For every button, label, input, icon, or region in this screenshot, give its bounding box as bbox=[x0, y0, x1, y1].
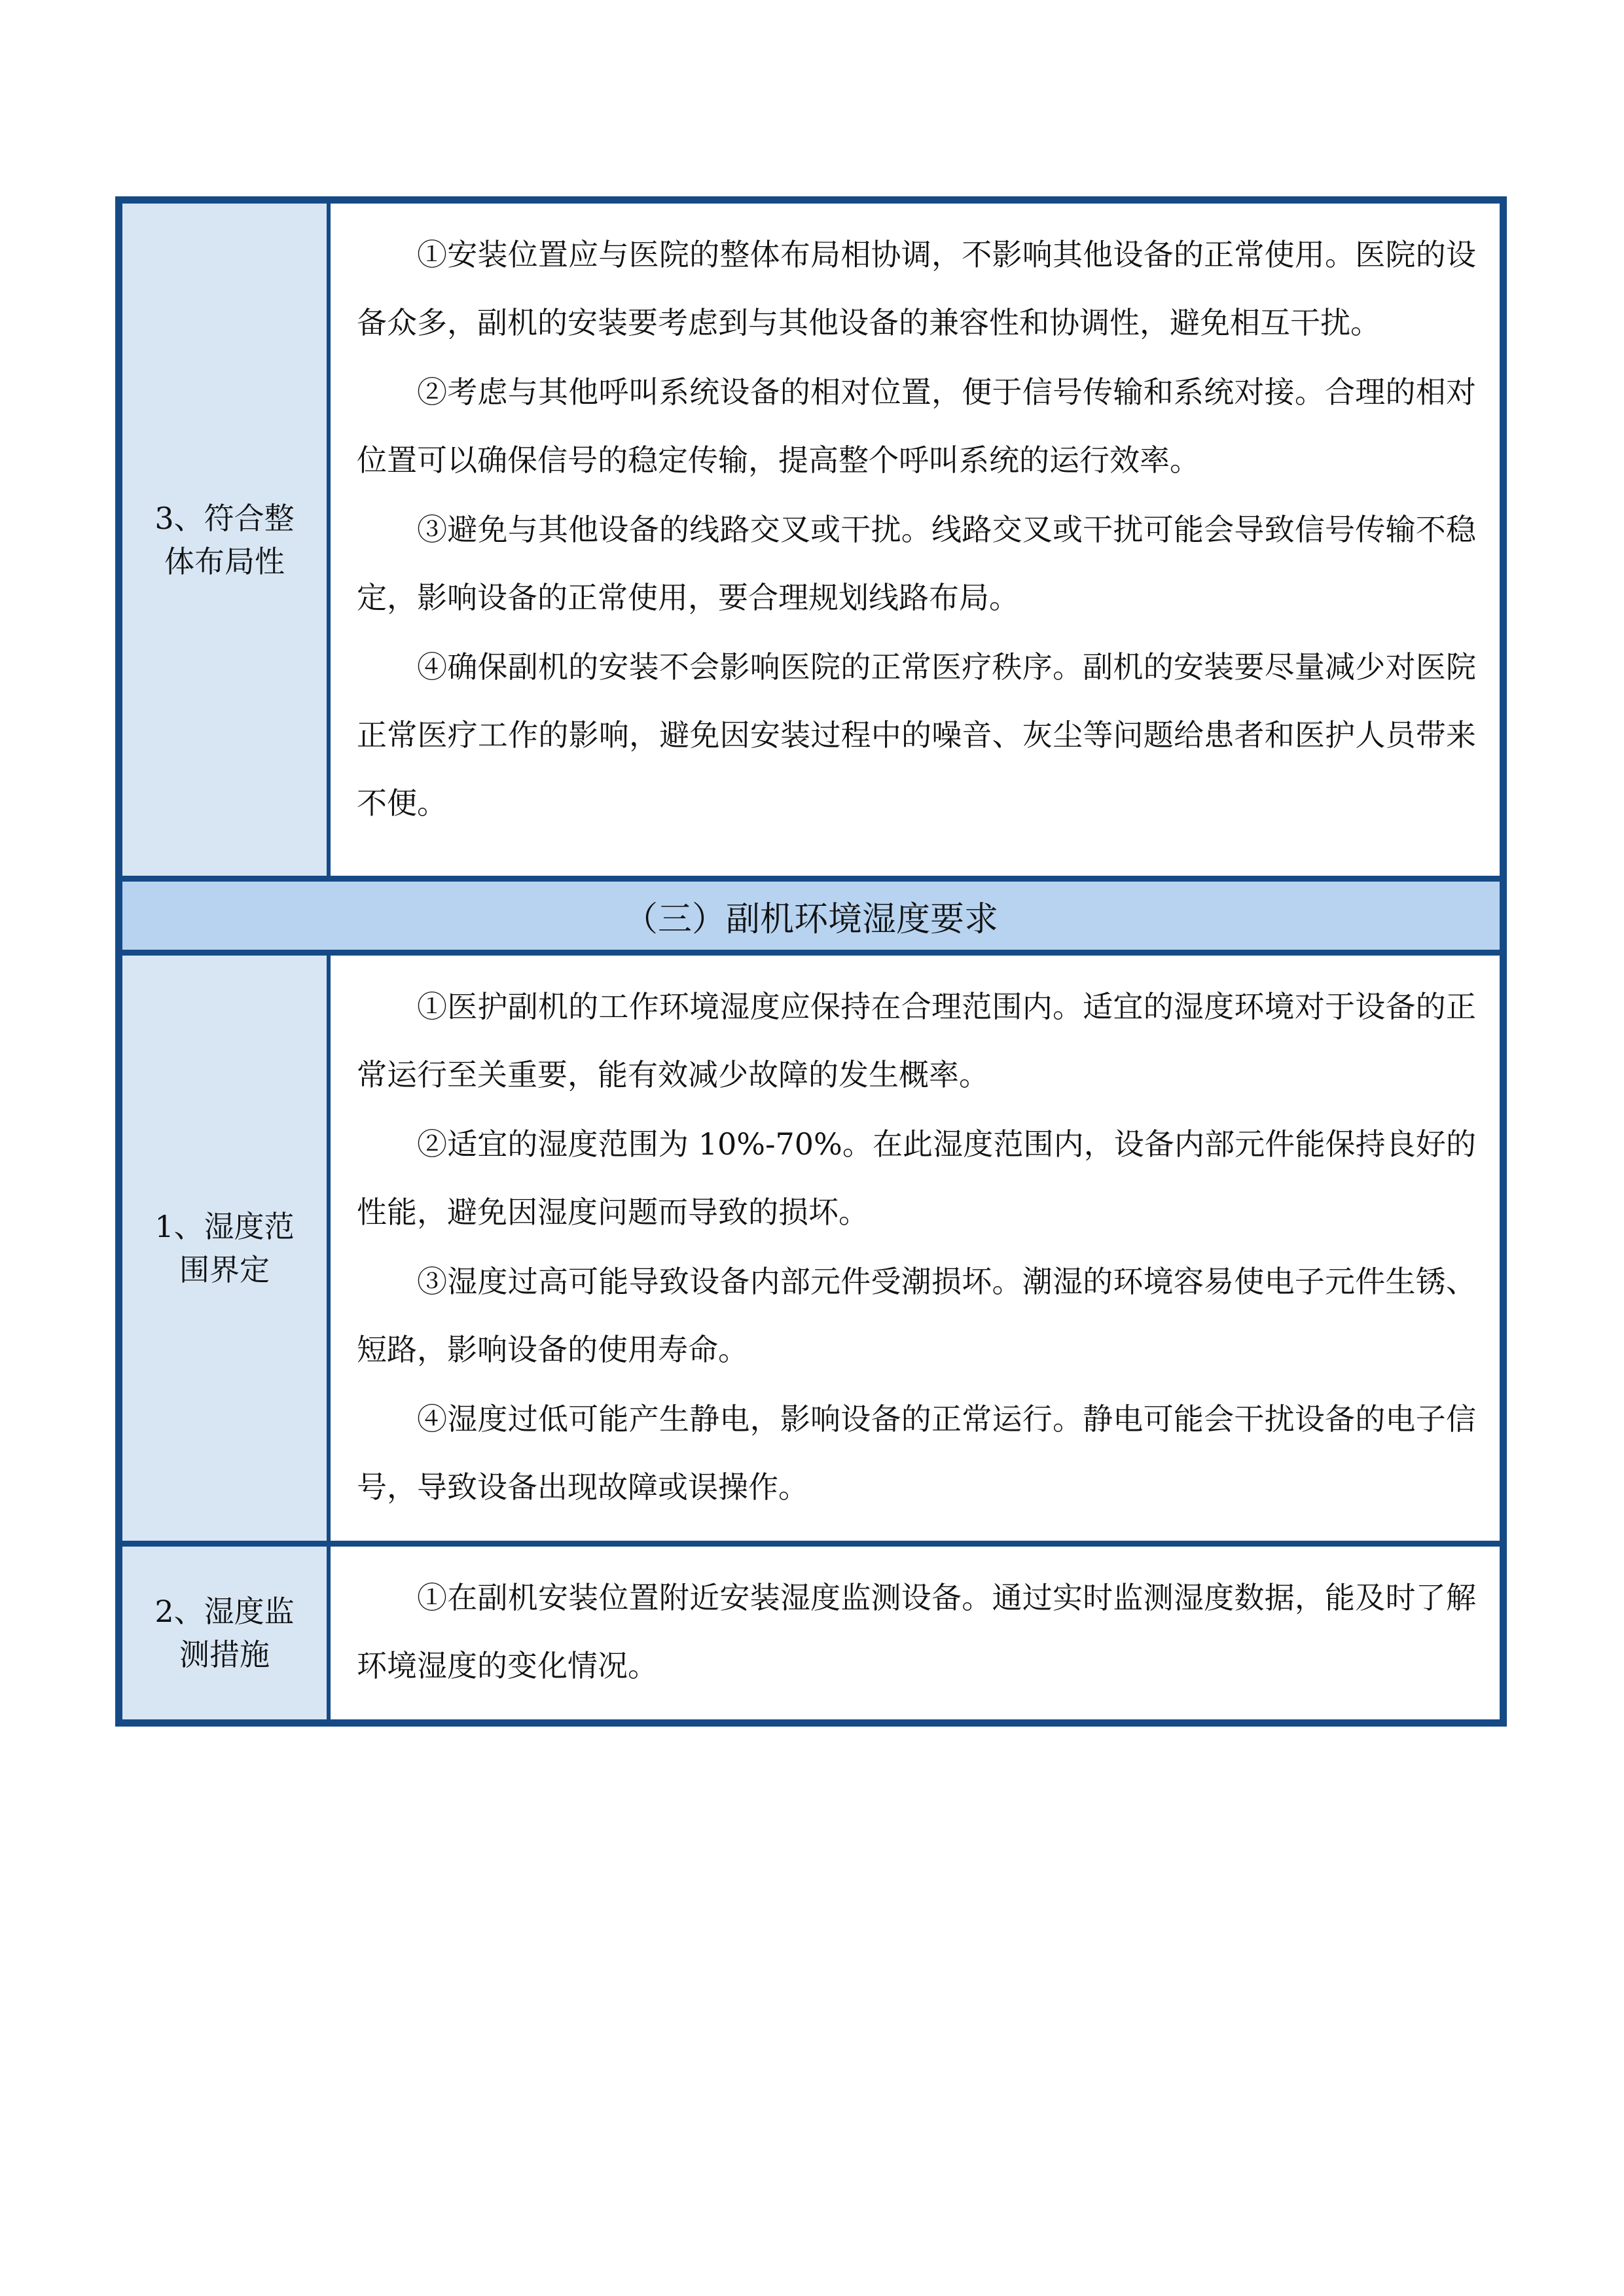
requirements-table bbox=[115, 196, 1507, 1727]
row-label: 2、湿度监测措施 bbox=[122, 1547, 331, 1719]
row-content bbox=[331, 956, 1500, 1541]
paragraph: ②适宜的湿度范围为 10%-70%。在此湿度范围内，设备内部元件能保持良好的性能，避免因湿度问题而导致的损坏。 bbox=[357, 1126, 1476, 1230]
paragraph: ③避免与其他设备的线路交叉或干扰。线路交叉或干扰可能会导致信号传输不稳定，影响设备的正常使用，要合理规划线路布局。 bbox=[357, 512, 1476, 615]
row-label: 1、湿度范围界定 bbox=[122, 956, 331, 1541]
paragraph: ④湿度过低可能产生静电，影响设备的正常运行。静电可能会干扰设备的电子信号，导致设备出现故障或误操作。 bbox=[357, 1401, 1476, 1505]
section-header: （三）副机环境湿度要求 bbox=[122, 876, 1500, 950]
paragraph: ①医护副机的工作环境湿度应保持在合理范围内。适宜的湿度环境对于设备的正常运行至关重要，能有效减少故障的发生概率。 bbox=[357, 989, 1476, 1092]
row-content bbox=[331, 204, 1500, 876]
row-label: 3、符合整体布局性 bbox=[122, 204, 331, 876]
paragraph: ①安装位置应与医院的整体布局相协调，不影响其他设备的正常使用。医院的设备众多，副机的安装要考虑到与其他设备的兼容性和协调性，避免相互干扰。 bbox=[357, 237, 1476, 340]
table-row-layout bbox=[122, 204, 1500, 876]
paragraph: ④确保副机的安装不会影响医院的正常医疗秩序。副机的安装要尽量减少对医院正常医疗工作的影响，避免因安装过程中的噪音、灰尘等问题给患者和医护人员带来不便。 bbox=[357, 649, 1476, 821]
paragraph: ②考虑与其他呼叫系统设备的相对位置，便于信号传输和系统对接。合理的相对位置可以确保信号的稳定传输，提高整个呼叫系统的运行效率。 bbox=[357, 374, 1476, 478]
paragraph: ①在副机安装位置附近安装湿度监测设备。通过实时监测湿度数据，能及时了解环境湿度的变化情况。 bbox=[357, 1580, 1476, 1683]
paragraph: ③湿度过高可能导致设备内部元件受潮损坏。潮湿的环境容易使电子元件生锈、短路，影响设备的使用寿命。 bbox=[357, 1264, 1476, 1367]
table-row-humidity-range bbox=[122, 950, 1500, 1541]
row-content bbox=[331, 1547, 1500, 1719]
table-row-humidity-monitoring bbox=[122, 1541, 1500, 1719]
